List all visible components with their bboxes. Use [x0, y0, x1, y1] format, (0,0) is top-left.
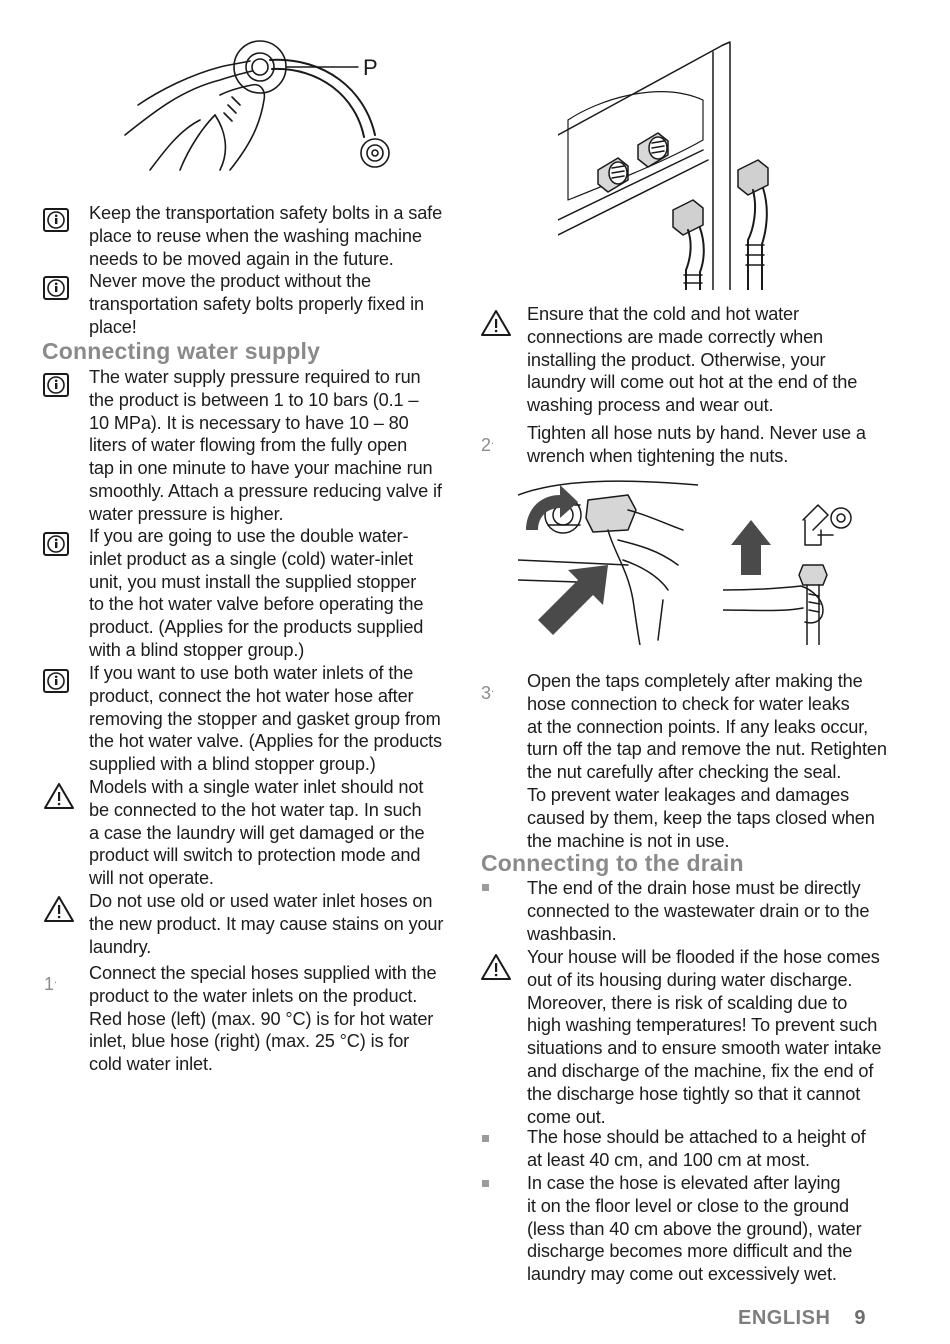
step-number-3: 3. — [481, 683, 495, 703]
heading-connecting-to-drain: Connecting to the drain — [481, 850, 744, 876]
step-1-text: Connect the special hoses supplied with the product to the water inlets on the product. Red hose (left) (max. 90 °C) is for hot water inlet, blue hose (right) (max. 25 °C) is for cold water inlet. — [89, 963, 437, 1075]
step-2-text: Tighten all hose nuts by hand. Never use a wrench when tightening the nuts. — [527, 423, 866, 466]
step-number-1: 1. — [44, 974, 58, 994]
info-icon — [43, 532, 69, 556]
warning-old-hoses: Do not use old or used water inlet hoses on the new product. It may cause stains on your laundry. — [89, 891, 444, 957]
warning-single-inlet: Models with a single water inlet should not be connected to the hot water tap. In such a case the laundry will get damaged or the product will switch to protection mode and will not operate. — [89, 777, 425, 889]
note-both-inlets: If you want to use both water inlets of the product, connect the hot water hose after removing the stopper and gasket group from the hot water valve. (Applies for the products supplied with a blind stopper group.) — [89, 663, 442, 775]
warning-triangle-icon — [43, 895, 75, 923]
note-water-pressure: The water supply pressure required to run the product is between 1 to 10 bars (0.1 – 10 MPa). It is necessary to have 10 – 80 liters of water flowing from the fully open tap in one minute to have your machine run smoothly. Attach a pressure reducing valve if water pressure is higher. — [89, 367, 442, 524]
info-icon — [43, 373, 69, 397]
note-keep-bolts: Keep the transportation safety bolts in a safe place to reuse when the washing machine needs to be moved again in the future. — [89, 203, 443, 269]
drain-bullet-3: In case the hose is elevated after laying it on the floor level or close to the ground (less than 40 cm above the ground), water discharge becomes more difficult and the laundry may come out excessively wet. — [527, 1173, 862, 1285]
figure-tighten-nuts — [518, 470, 698, 645]
step-3-text: Open the taps completely after making the hose connection to check for water leaks at the connection points. If any leaks occur, turn off the tap and remove the nut. Retighten the nut carefully after checking the seal. To prevent water leakages and damages caused by them, keep the taps closed when the machine is not in use. — [527, 671, 887, 851]
drain-bullet-1: The end of the drain hose must be directly connected to the wastewater drain or to the washbasin. — [527, 878, 870, 944]
figure-water-inlets — [558, 40, 808, 290]
note-never-move: Never move the product without the transportation safety bolts properly fixed in place! — [89, 271, 424, 337]
page-footer — [738, 1307, 866, 1330]
figure-label-p: P — [363, 55, 378, 80]
square-bullet — [482, 884, 489, 891]
heading-connecting-water-supply: Connecting water supply — [42, 338, 321, 364]
info-icon — [43, 276, 69, 300]
note-double-inlet: If you are going to use the double water- inlet product as a single (cold) water-inlet unit, you must install the supplied stopper to the hot water valve before operating the product. (Applies for the products supplied with a blind stopper group.) — [89, 526, 424, 660]
warning-cold-hot-connections: Ensure that the cold and hot water connections are made correctly when installing the product. Otherwise, your laundry will come out hot at the end of the washing process and wear out. — [527, 304, 858, 416]
step-number-2: 2. — [481, 435, 495, 455]
footer-language: ENGLISH — [738, 1307, 831, 1329]
warning-triangle-icon — [480, 953, 512, 981]
page-number: 9 — [854, 1307, 867, 1329]
warning-triangle-icon — [43, 782, 75, 810]
square-bullet — [482, 1135, 489, 1142]
info-icon — [43, 669, 69, 693]
warning-flooding: Your house will be flooded if the hose comes out of its housing during water discharge. Moreover, there is risk of scalding due to high washing temperatures! To prevent such situations and to ensure smooth water intake and discharge of the machine, fix the end of the discharge hose tightly so that it cannot come out. — [527, 947, 882, 1127]
figure-bolt-removal — [120, 35, 400, 175]
warning-triangle-icon — [480, 309, 512, 337]
square-bullet — [482, 1180, 489, 1187]
info-icon — [43, 208, 69, 232]
figure-tap-connection — [723, 490, 883, 645]
drain-bullet-2: The hose should be attached to a height of at least 40 cm, and 100 cm at most. — [527, 1127, 866, 1170]
